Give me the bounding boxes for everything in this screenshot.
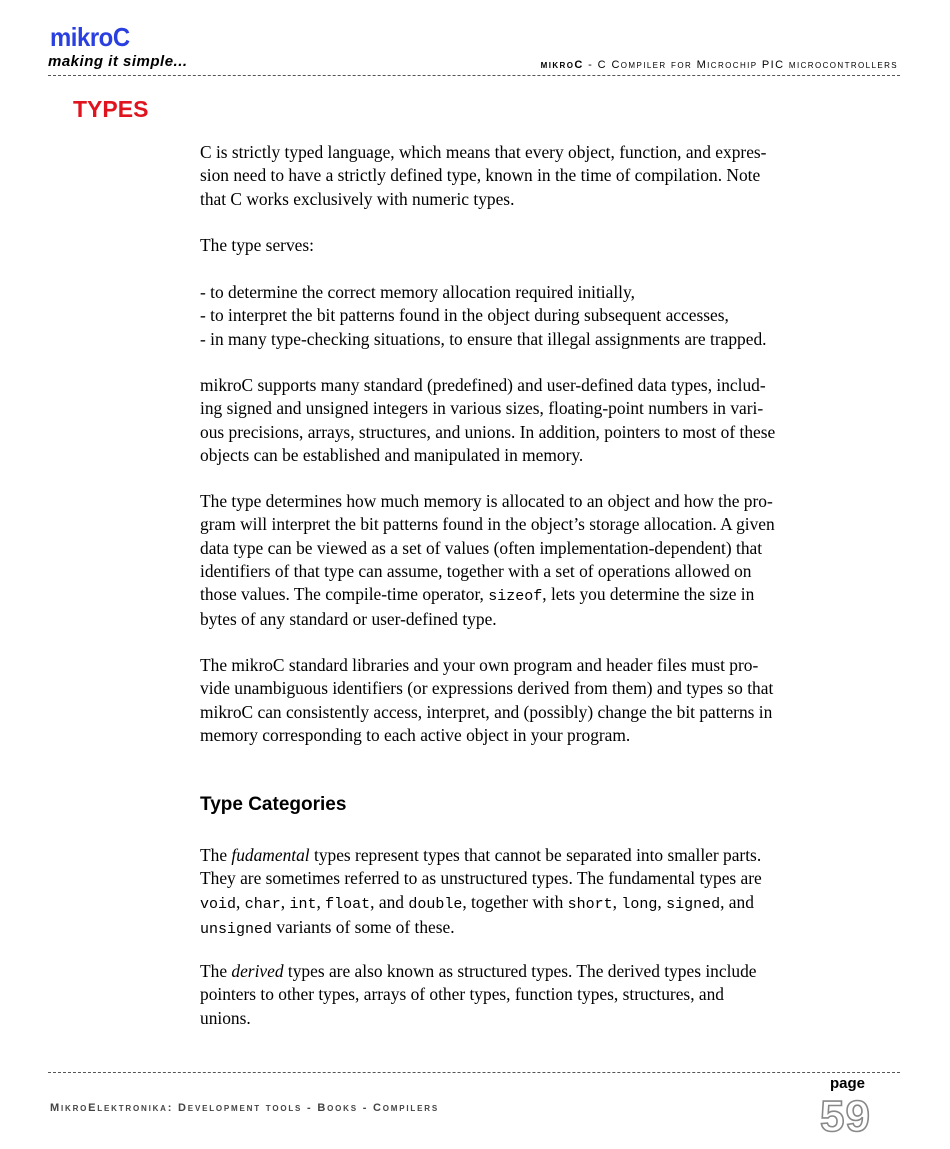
text-line: bytes of any standard or user-defined type. [200, 609, 497, 630]
text-run: , and [370, 891, 409, 912]
footer-divider [48, 1072, 900, 1073]
text-run: , [316, 891, 326, 912]
code-signed: signed [666, 895, 721, 913]
paragraph-libraries [200, 654, 860, 747]
list-item: - to interpret the bit patterns found in the object during subsequent accesses, [200, 305, 729, 326]
text-line: that C works exclusively with numeric types. [200, 188, 515, 209]
text-run: variants of some of these. [272, 916, 455, 937]
text-line: gram will interpret the bit patterns found in the object’s storage allocation. A given [200, 514, 775, 535]
text-line: identifiers of that type can assume, together with a set of operations allowed on [200, 560, 752, 581]
code-short: short [567, 895, 613, 913]
text-line [200, 583, 860, 608]
paragraph-derived-types [200, 960, 860, 1030]
text-run: , together with [462, 891, 568, 912]
text-run: The [200, 845, 232, 865]
footer-text: MikroElektronika: Development tools - Books - Compilers [50, 1102, 439, 1114]
paragraph-supported-types [200, 374, 860, 467]
header-title-brand: mikroC [540, 59, 584, 71]
list-item: - to determine the correct memory allocation required initially, [200, 282, 635, 302]
code-double: double [408, 895, 463, 913]
page-number: 59 [820, 1092, 871, 1141]
text-line: objects can be established and manipulated in memory. [200, 444, 584, 465]
header-divider [48, 75, 900, 76]
text-line: unions. [200, 1007, 251, 1028]
text-line: The mikroC standard libraries and your own program and header files must pro- [200, 655, 759, 675]
code-void: void [200, 895, 237, 913]
text-run: types are also known as structured types. The derived types include [283, 961, 757, 981]
list-type-purposes [200, 281, 860, 351]
text-run: , and [720, 891, 754, 912]
text-run: , [612, 891, 622, 912]
text-line [200, 916, 860, 941]
text-run: , lets you determine the size in [542, 584, 755, 605]
subsection-title: Type Categories [200, 794, 347, 815]
text-run: , [280, 891, 290, 912]
text-line [200, 891, 860, 916]
text-line: ous precisions, arrays, structures, and unions. In addition, pointers to most of these [200, 421, 776, 442]
paragraph-type-memory [200, 490, 860, 632]
paragraph-type-serves [200, 234, 860, 257]
code-long: long [621, 895, 658, 913]
paragraph-fundamental-types [200, 844, 860, 941]
list-item: - in many type-checking situations, to ensure that illegal assignments are trapped. [200, 328, 767, 349]
text-line: mikroC can consistently access, interpret, and (possibly) change the bit patterns in [200, 701, 773, 722]
text-line: vide unambiguous identifiers (or expressions derived from them) and types so that [200, 678, 774, 699]
text-line: data type can be viewed as a set of values (often implementation-dependent) that [200, 537, 763, 558]
code-sizeof: sizeof [488, 588, 543, 606]
code-unsigned: unsigned [200, 920, 273, 938]
section-title: TYPES [73, 96, 149, 122]
text-line: They are sometimes referred to as unstructured types. The fundamental types are [200, 868, 762, 889]
text-line: ing signed and unsigned integers in various sizes, floating-point numbers in vari- [200, 398, 764, 419]
code-float: float [325, 895, 371, 913]
code-char: char [244, 895, 281, 913]
text-line: The type serves: [200, 235, 314, 255]
text-run: The [200, 961, 232, 981]
logo-mikroc: mikroC [50, 22, 130, 52]
text-line: The type determines how much memory is allocated to an object and how the pro- [200, 491, 773, 511]
term-derived: derived [231, 961, 284, 981]
text-run: , [657, 891, 667, 912]
term-fundamental: fudamental [231, 845, 310, 865]
text-run: types represent types that cannot be separated into smaller parts. [309, 845, 762, 865]
text-line: mikroC supports many standard (predefined) and user-defined data types, includ- [200, 375, 766, 395]
tagline: making it simple... [48, 53, 188, 70]
text-run: those values. The compile-time operator, [200, 584, 489, 605]
text-line: sion need to have a strictly defined type, known in the time of compilation. Note [200, 165, 761, 186]
header-title-rest: - C Compiler for Microchip PIC microcontrollers [583, 59, 898, 71]
text-line [200, 960, 860, 983]
paragraph-intro [200, 141, 860, 211]
text-line: memory corresponding to each active object in your program. [200, 724, 631, 745]
code-int: int [289, 895, 317, 913]
text-line: pointers to other types, arrays of other types, function types, structures, and [200, 984, 725, 1005]
text-run: , [236, 891, 245, 912]
page-label: page [830, 1075, 866, 1092]
text-line [200, 844, 860, 867]
text-line: C is strictly typed language, which means that every object, function, and expres- [200, 142, 767, 162]
header-title [541, 59, 898, 71]
